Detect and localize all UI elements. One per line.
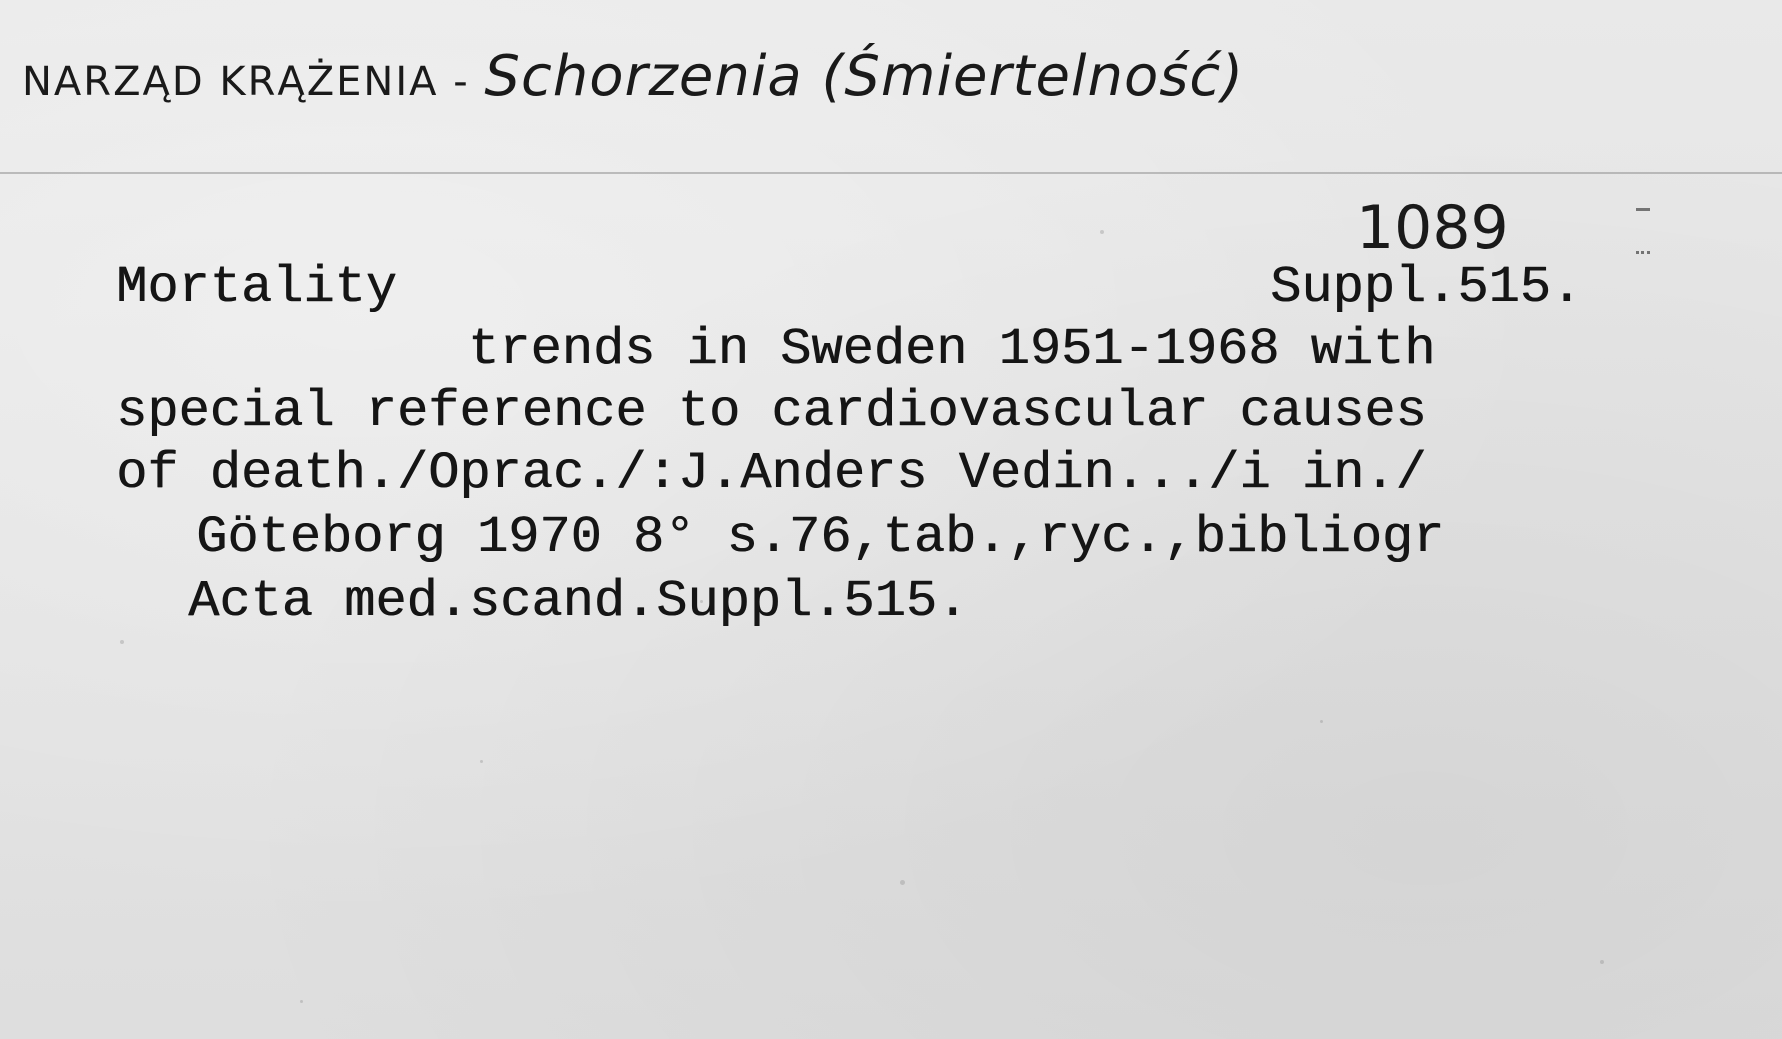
series-reference: Suppl.515. [1270, 258, 1583, 317]
subject-heading-subdivision: Schorzenia (Śmiertelność) [484, 44, 1245, 109]
title-line: special reference to cardiovascular causes [116, 382, 1427, 441]
paper-speck [300, 1000, 303, 1003]
subject-heading-dash: - [438, 59, 485, 105]
entry-word: Mortality [116, 258, 397, 317]
paper-speck [120, 640, 124, 644]
paper-speck [1100, 230, 1104, 234]
margin-mark [1636, 208, 1650, 254]
title-line: trends in Sweden 1951-1968 with [468, 320, 1436, 379]
imprint-line: Göteborg 1970 8° s.76,tab.,ryc.,bibliogr [196, 508, 1445, 567]
series-line: Acta med.scand.Suppl.515. [188, 572, 969, 631]
paper-speck [900, 880, 905, 885]
title-line: of death./Oprac./:J.Anders Vedin.../i in./ [116, 444, 1427, 503]
paper-speck [480, 760, 483, 763]
paper-speck [1600, 960, 1604, 964]
paper-speck [1320, 720, 1323, 723]
heading-rule [0, 172, 1782, 174]
subject-heading [22, 44, 1244, 109]
subject-heading-caps: NARZĄD KRĄŻENIA [22, 59, 439, 105]
call-number: 1089 [1356, 193, 1509, 263]
